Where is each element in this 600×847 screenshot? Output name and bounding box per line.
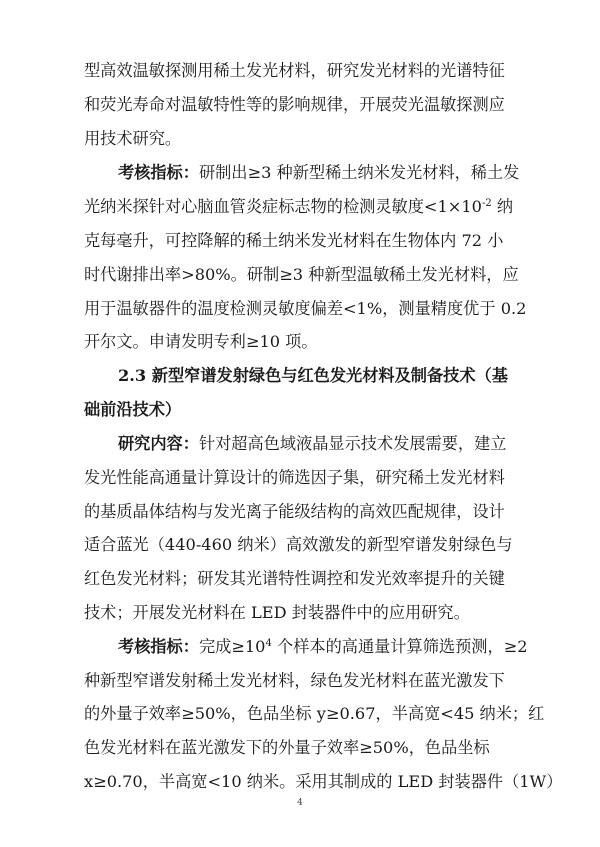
assessment-paragraph-1-line-1: 考核指标：研制出≥3 种新型稀土纳米发光材料，稀土发 [118, 163, 520, 182]
assessment-label: 考核指标： [118, 163, 199, 182]
text-line-7: 时代谢排出率>80%。研制≥3 种新型温敏稀土发光材料，应 [84, 265, 519, 284]
text-line-1: 型高效温敏探测用稀土发光材料，研究发光材料的光谱特征 [84, 61, 505, 80]
section-heading-line-1: 2.3 新型窄谱发射绿色与红色发光材料及制备技术（基 [118, 366, 508, 385]
text-line-16: 红色发光材料；研发其光谱特性调控和发光效率提升的关键 [84, 569, 505, 588]
text-line-17: 技术；开展发光材料在 LED 封装器件中的应用研究。 [84, 603, 470, 622]
text-line-21: 色发光材料在蓝光激发下的外量子效率≥50%，色品坐标 [84, 738, 490, 757]
text-line-6: 克每毫升，可控降解的稀土纳米发光材料在生物体内 72 小 [84, 231, 504, 250]
page-number: 4 [297, 798, 303, 808]
text-line-14: 的基质晶体结构与发光离子能级结构的高效匹配规律，设计 [84, 502, 505, 521]
text-line-15: 适合蓝光（440-460 纳米）高效激发的新型窄谱发射绿色与 [84, 535, 513, 554]
text-line-13: 发光性能高通量计算设计的筛选因子集，研究稀土发光材料 [84, 468, 505, 487]
assessment-paragraph-2-line-1: 考核指标：完成$\ge 10^4$ 个样本的高通量计算筛选预测，≥2 [118, 637, 528, 656]
research-content-line-1: 研究内容：针对超高色域液晶显示技术发展需要，建立 [118, 434, 507, 453]
text-line-22: x≥0.70，半高宽<10 纳米。采用其制成的 LED 封装器件（1W） [84, 772, 563, 791]
text-line-3: 用技术研究。 [84, 129, 182, 148]
research-content-label: 研究内容： [118, 434, 199, 453]
text-line-19: 种新型窄谱发射稀土发光材料，绿色发光材料在蓝光激发下 [84, 671, 505, 690]
assessment-label: 考核指标： [118, 637, 199, 656]
text-line-9: 开尔文。申请发明专利≥10 项。 [84, 332, 318, 351]
section-heading-line-2: 础前沿技术） [84, 400, 182, 419]
text-line-5: 光纳米探针对心脑血管炎症标志物的检测灵敏度$<1\times 10^{-2}$ 纳 [84, 197, 514, 216]
text-line-20: 的外量子效率≥50%，色品坐标 y≥0.67，半高宽<45 纳米；红 [84, 704, 545, 723]
text-line-8: 用于温敏器件的温度检测灵敏度偏差<1%，测量精度优于 0.2 [84, 299, 527, 318]
text-line-2: 和荧光寿命对温敏特性等的影响规律，开展荧光温敏探测应 [84, 95, 505, 114]
